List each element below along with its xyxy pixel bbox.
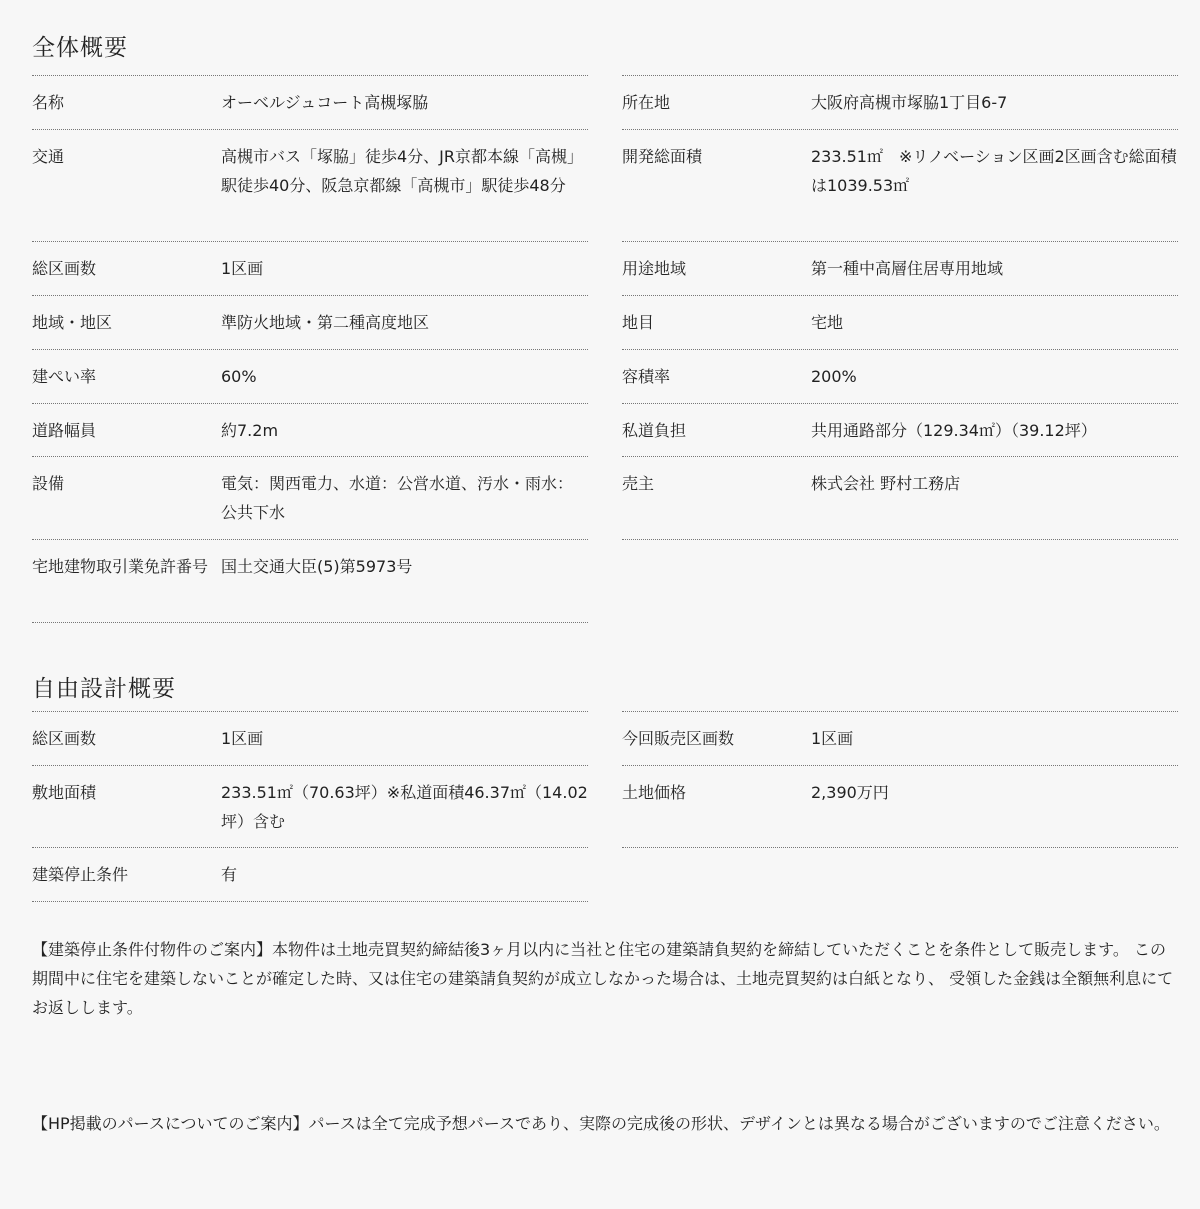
overview-row [32, 296, 588, 350]
row-value: 高槻市バス「塚脇」徒歩4分、JR京都本線「高槻」駅徒歩40分、阪急京都線「高槻市」駅徒歩48分 [221, 147, 584, 195]
overview-row [32, 457, 588, 540]
row-label: 容積率 [622, 367, 671, 386]
free-design-left-column [32, 711, 588, 902]
row-value: 宅地 [811, 313, 844, 332]
free-design-row [622, 766, 1178, 848]
overview-row [32, 540, 588, 623]
row-value: 電気：関西電力、水道：公営水道、汚水・雨水：公共下水 [221, 474, 574, 522]
row-value: 233.51㎡ ※リノベーション区画2区画含む総面積は1039.53㎡ [811, 147, 1177, 195]
overview-row [622, 76, 1178, 130]
row-label: 設備 [32, 474, 65, 493]
row-value: 1区画 [221, 729, 264, 748]
row-label: 建ぺい率 [32, 367, 97, 386]
row-label: 総区画数 [32, 259, 97, 278]
overview-row [622, 296, 1178, 350]
notes-section [32, 902, 1178, 1138]
free-design-table [32, 711, 1178, 902]
row-label: 今回販売区画数 [622, 729, 735, 748]
row-label: 宅地建物取引業免許番号 [32, 557, 209, 576]
row-value: 第一種中高層住居専用地域 [811, 259, 1004, 278]
overview-row [622, 350, 1178, 404]
row-value: 有 [221, 865, 238, 884]
rendering-disclaimer-note: 【HP掲載のパースについてのご案内】パースは全て完成予想パースであり、実際の完成後の形状、デザインとは異なる場合がございますのでご注意ください。 [32, 1114, 1170, 1133]
overview-row [32, 130, 588, 242]
free-design-row [32, 766, 588, 848]
row-value: 2,390万円 [811, 783, 889, 802]
overview-right-column [622, 75, 1178, 540]
row-label: 名称 [32, 93, 65, 112]
overview-row [622, 457, 1178, 540]
row-value: 200% [811, 367, 857, 386]
row-value: オーベルジュコート高槻塚脇 [221, 93, 429, 112]
row-label: 交通 [32, 147, 65, 166]
free-design-row [32, 712, 588, 766]
row-label: 所在地 [622, 93, 671, 112]
overview-row [32, 404, 588, 457]
row-value: 約7.2m [221, 421, 279, 440]
row-value: 233.51㎡（70.63坪）※私道面積46.37㎡（14.02坪）含む [221, 783, 588, 831]
overview-row [622, 404, 1178, 457]
overview-row [32, 76, 588, 130]
row-label: 総区画数 [32, 729, 97, 748]
overview-left-column [32, 75, 588, 623]
row-value: 準防火地域・第二種高度地区 [221, 313, 430, 332]
free-design-row [622, 712, 1178, 766]
free-design-row [32, 848, 588, 902]
row-value: 1区画 [811, 729, 854, 748]
row-value: 1区画 [221, 259, 264, 278]
overview-row [622, 130, 1178, 242]
row-label: 地目 [622, 313, 655, 332]
row-value: 株式会社 野村工務店 [811, 474, 961, 493]
row-value: 60% [221, 367, 257, 386]
row-value: 大阪府高槻市塚脇1丁目6-7 [811, 93, 1008, 112]
section-title-overview: 全体概要 [32, 35, 128, 61]
overview-row [32, 350, 588, 404]
row-value: 共用通路部分（129.34㎡）（39.12坪） [811, 421, 1097, 440]
overview-table [32, 75, 1178, 623]
row-label: 土地価格 [622, 783, 687, 802]
row-label: 私道負担 [622, 421, 687, 440]
section-title-free-design: 自由設計概要 [32, 676, 176, 702]
building-condition-note: 【建築停止条件付物件のご案内】本物件は土地売買契約締結後3ヶ月以内に当社と住宅の建築請負契約を締結していただくことを条件として販売します。 この期間中に住宅を建築しないことが確定した時、又は住宅の建築請負契約が成立しなかった場合は、土地売買契約は白紙となり、 受領した金銭は全額無利息にてお返しします。 [32, 940, 1174, 1017]
free-design-right-column [622, 711, 1178, 848]
row-label: 建築停止条件 [32, 865, 129, 884]
row-value: 国土交通大臣(5)第5973号 [221, 557, 413, 576]
row-label: 道路幅員 [32, 421, 97, 440]
row-label: 敷地面積 [32, 783, 97, 802]
row-label: 用途地域 [622, 259, 687, 278]
overview-row [622, 242, 1178, 296]
row-label: 売主 [622, 474, 655, 493]
overview-row [32, 242, 588, 296]
row-label: 開発総面積 [622, 147, 703, 166]
section-spacer [32, 623, 1178, 674]
row-label: 地域・地区 [32, 313, 113, 332]
